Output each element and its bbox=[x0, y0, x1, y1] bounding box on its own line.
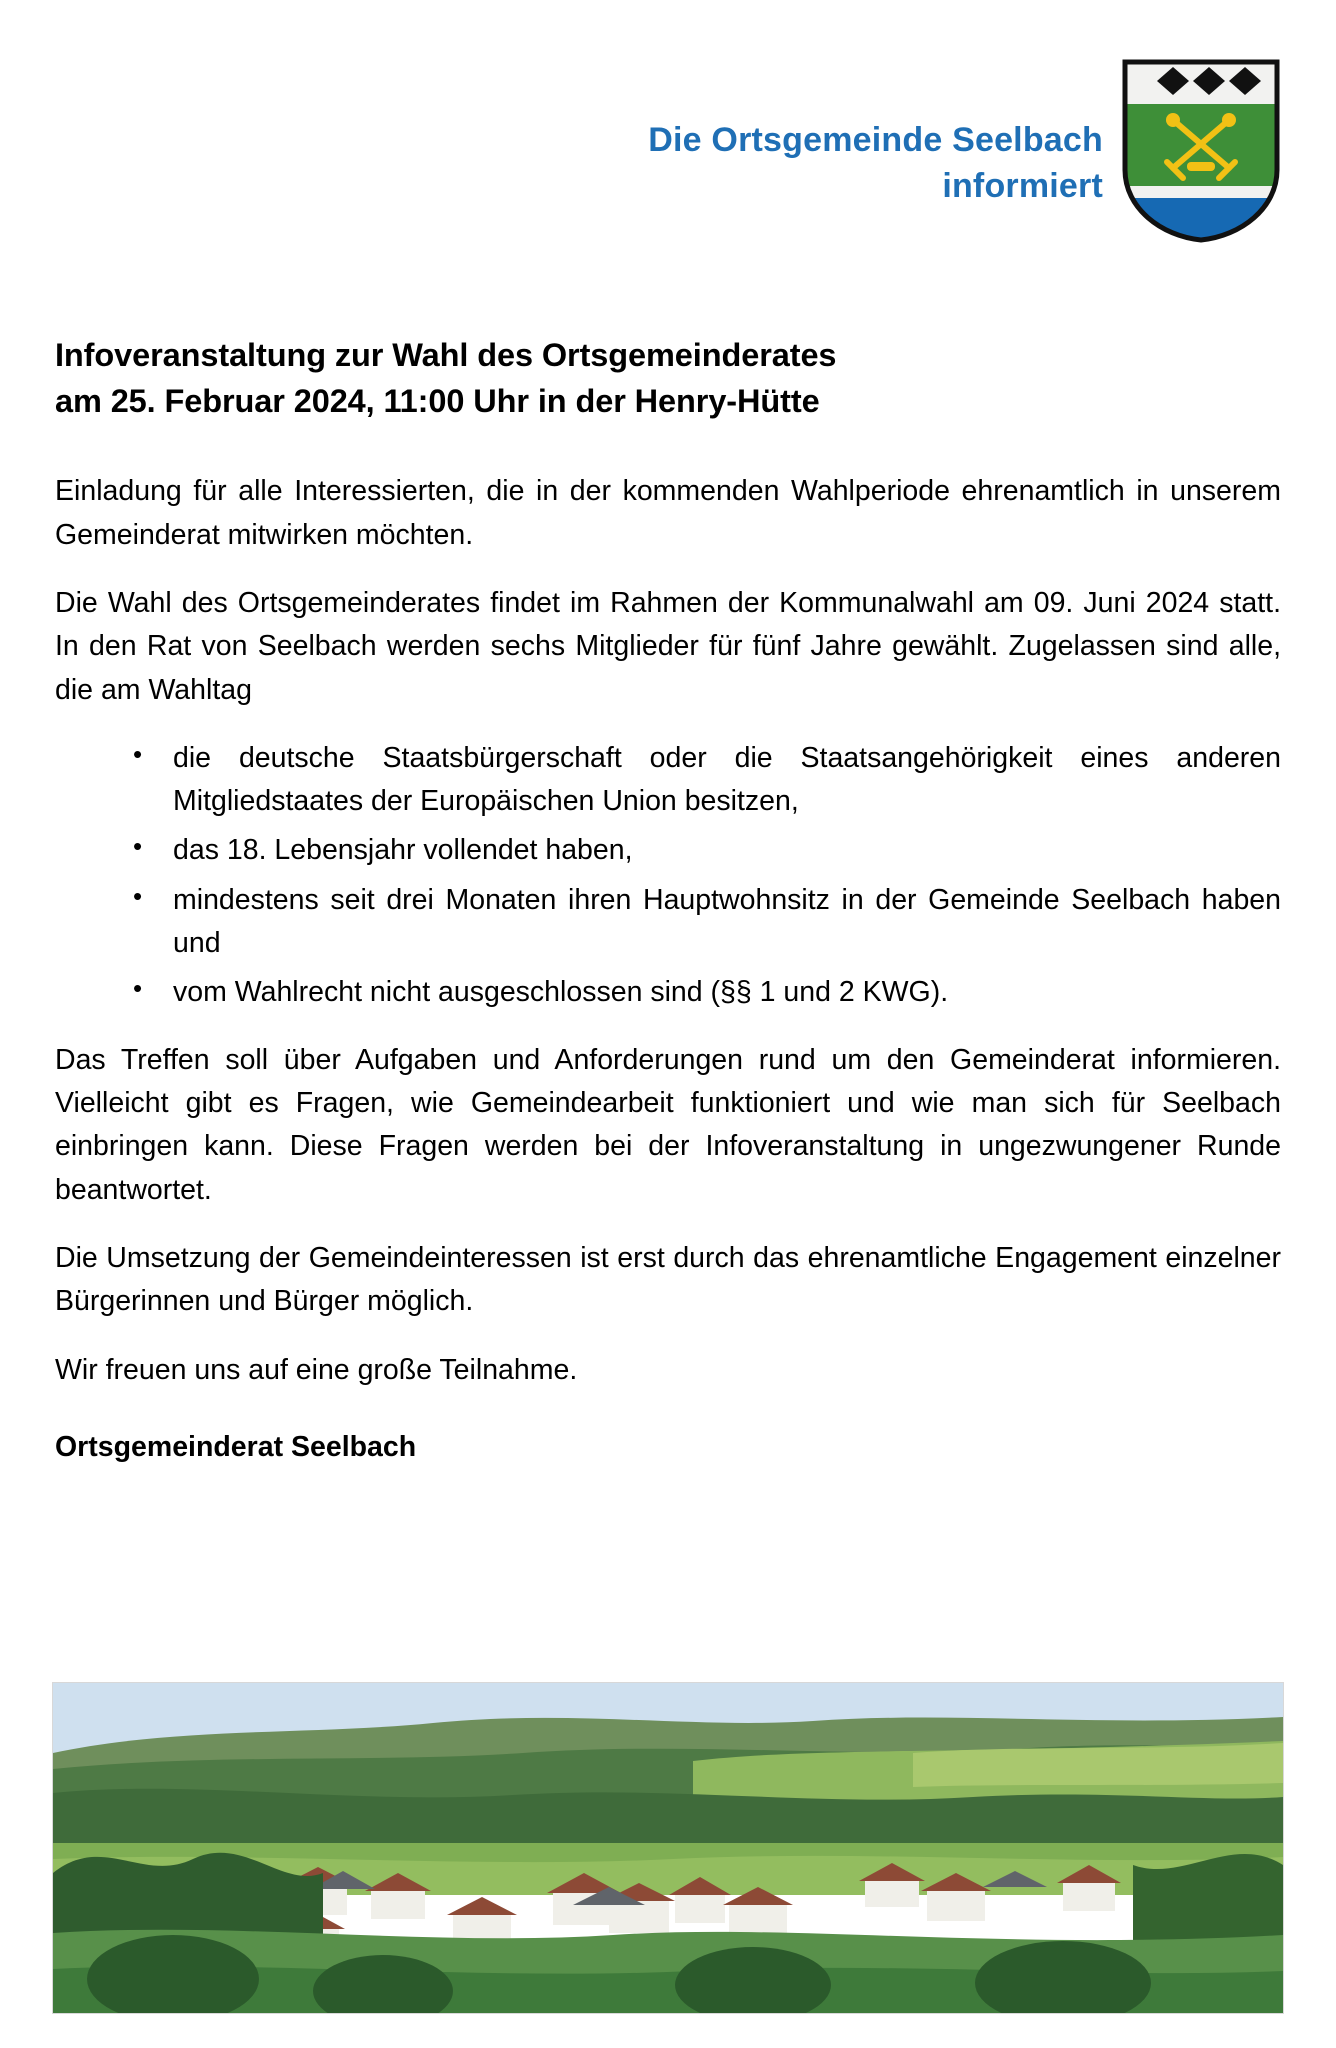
header-org-line2: informiert bbox=[942, 166, 1103, 205]
header-org-text bbox=[648, 58, 1103, 210]
list-item: • das 18. Lebensjahr vollendet haben, bbox=[55, 829, 1281, 872]
list-item: • die deutsche Staatsbürgerschaft oder die Staatsangehörigkeit eines anderen Mitgliedstaates der Europäischen Union besitzen, bbox=[55, 737, 1281, 824]
paragraph-meeting-purpose: Das Treffen soll über Aufgaben und Anforderungen rund um den Gemeinderat informieren. Vielleicht gibt es Fragen, wie Gemeindearbeit funktioniert und wie man sich für Seelbach einbringen kann. Diese Fragen werden bei der Infoveranstaltung in ungezwungener Runde beantwortet. bbox=[55, 1043, 1281, 1206]
page-title-line2: am 25. Februar 2024, 11:00 Uhr in der Henry-Hütte bbox=[55, 383, 820, 420]
paragraph-closing: Wir freuen uns auf eine große Teilnahme. bbox=[55, 1353, 578, 1386]
document-header bbox=[55, 0, 1281, 244]
header-org-line1: Die Ortsgemeinde Seelbach bbox=[648, 121, 1103, 159]
coat-of-arms-icon bbox=[1121, 58, 1281, 244]
list-item: • mindestens seit drei Monaten ihren Hauptwohnsitz in der Gemeinde Seelbach haben und bbox=[55, 879, 1281, 966]
village-panorama-photo bbox=[52, 1682, 1284, 2014]
list-item: • vom Wahlrecht nicht ausgeschlossen sind (§§ 1 und 2 KWG). bbox=[55, 971, 1281, 1014]
paragraph-election-info: Die Wahl des Ortsgemeinderates findet im Rahmen der Kommunalwahl am 09. Juni 2024 statt. In den Rat von Seelbach werden sechs Mitglieder für fünf Jahre gewählt. Zugelassen sind alle, die am Wahltag bbox=[55, 586, 1281, 706]
document-body bbox=[55, 470, 1281, 1469]
page-title bbox=[55, 332, 1281, 424]
signature-line: Ortsgemeinderat Seelbach bbox=[55, 1430, 417, 1463]
paragraph-invitation: Einladung für alle Interessierten, die in der kommenden Wahlperiode ehrenamtlich in unserem Gemeinderat mitwirken möchten. bbox=[55, 475, 1281, 551]
eligibility-list bbox=[55, 737, 1281, 1015]
page-title-line1: Infoveranstaltung zur Wahl des Ortsgemeinderates bbox=[55, 337, 837, 373]
paragraph-engagement: Die Umsetzung der Gemeindeinteressen ist erst durch das ehrenamtliche Engagement einzelner Bürgerinnen und Bürger möglich. bbox=[55, 1241, 1281, 1318]
